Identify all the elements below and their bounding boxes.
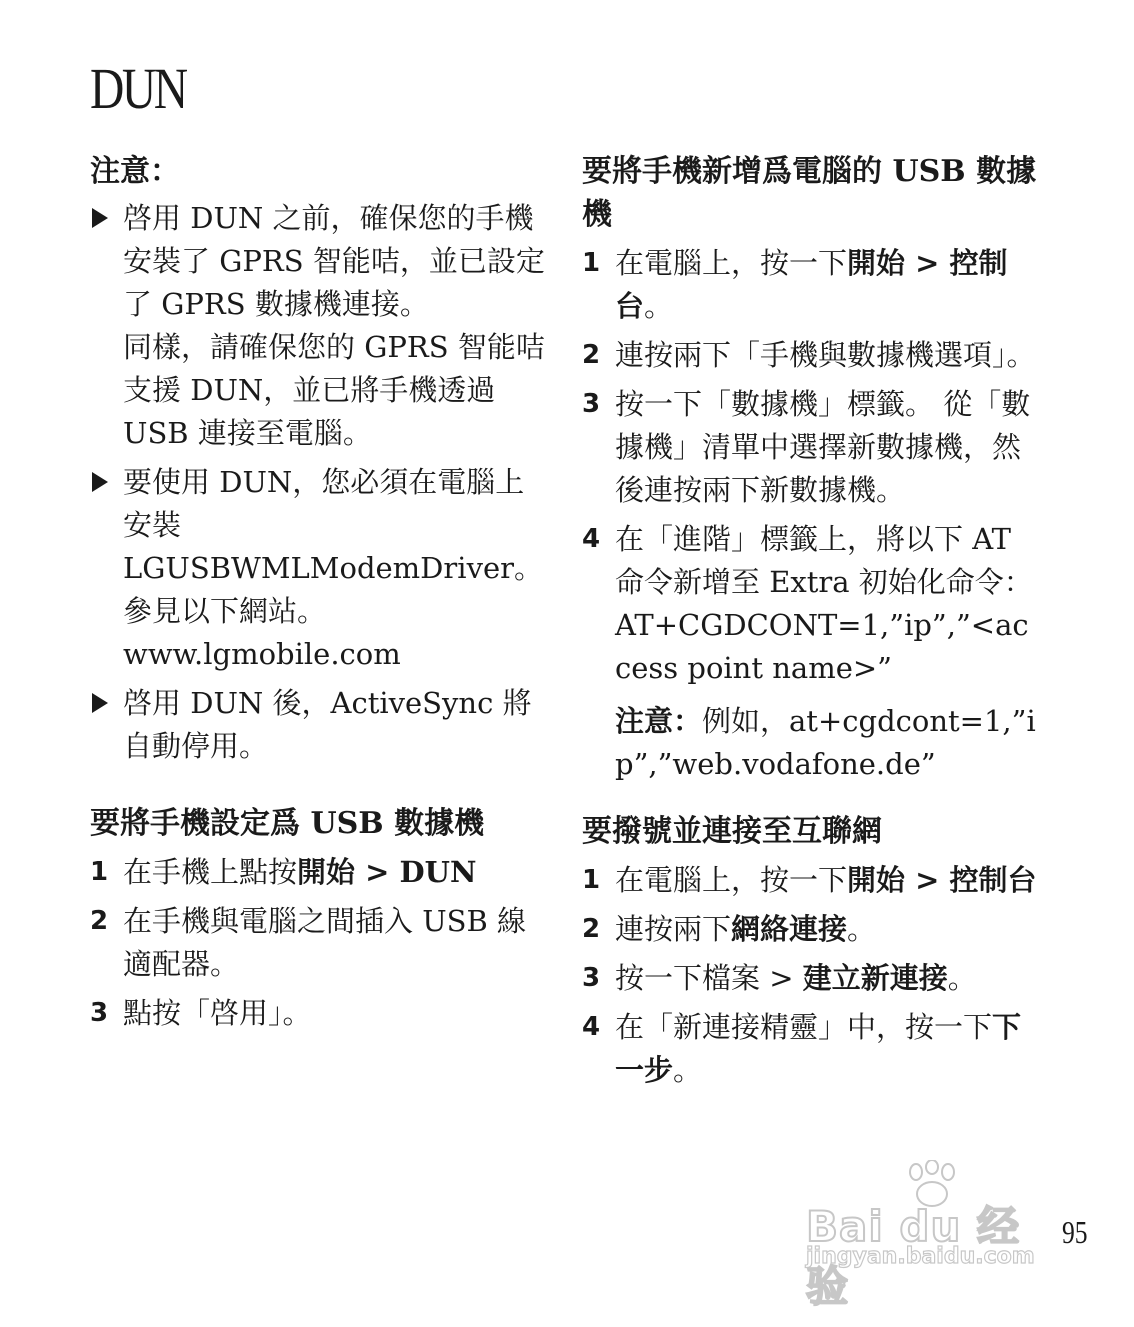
step-text: 點按「啓用」。 [123,996,312,1030]
step-text: 在電腦上，按一下 [615,246,848,280]
step-item [582,1006,1042,1092]
step-text-post: 。 [673,1053,703,1087]
step-number: 2 [582,340,601,370]
watermark-brand: Bai du 经验 [806,1202,1020,1311]
step-item [582,859,1042,902]
step-item [582,518,1042,690]
step-text: 在電腦上，按一下 [615,863,848,897]
baidu-watermark [806,1160,1062,1311]
triangle-bullet-icon [92,208,108,228]
section-heading-add-modem: 要將手機新增爲電腦的 USB 數據機 [582,154,1037,232]
step-text: 連按兩下「手機與數據機選項」。 [615,338,1036,372]
step-bold: 開始 > 控制台 [615,246,1008,323]
step-number: 1 [90,857,109,887]
note-text: 例如，at+cgdcont=1,”ip”,”web.vodafone.de” [615,704,1036,781]
triangle-bullet-icon [92,693,108,713]
step-text-post: 。 [947,961,977,995]
step-number: 3 [582,389,601,419]
section-heading-dial-connect: 要撥號並連接至互聯網 [582,814,882,849]
step-text: 在「新連接精靈」中，按一下 [615,1010,993,1044]
step-item [582,957,1042,1000]
bullet-text: 啓用 DUN 後，ActiveSync 將自動停用。 [123,686,532,763]
bullet-text: 要使用 DUN，您必須在電腦上安裝 LGUSBWMLModemDriver。 參見以下網站。 www.lgmobile.com [123,465,543,671]
step-text: 在「進階」標籤上，將以下 AT 命令新增至 Extra 初始化命令：AT+CGDCONT=1,”ip”,”<access point name>” [615,522,1033,685]
step-bold: 建立新連接 [802,961,948,995]
bullet-text: 同樣，請確保您的 GPRS 智能咭支援 DUN，並已將手機透過 USB 連接至電腦。 [123,330,545,450]
left-column [90,150,550,1041]
step-bold: 開始 > DUN [297,855,477,889]
step-item [90,851,550,894]
note-label: 注意： [615,704,703,738]
right-steps-2 [582,859,1042,1092]
step-text: 按一下檔案 > [615,961,803,995]
step-text: 按一下「數據機」標籤。 從「數據機」清單中選擇新數據機，然後連按兩下新數據機。 [615,387,1031,507]
watermark-url: jingyan.baidu.com [806,1244,1035,1269]
step-item [582,334,1042,377]
step-bold: 網絡連接 [731,912,848,946]
step-item [582,383,1042,512]
note-bullet-3 [90,682,550,768]
step-number: 3 [582,963,601,993]
page-number: 95 [1062,1214,1088,1250]
step-item [582,242,1042,328]
step-number: 3 [90,998,109,1028]
example-note [582,700,1042,786]
step-number: 2 [90,906,109,936]
right-column [582,150,1042,1098]
page-title: DUN [90,56,186,121]
step-number: 4 [582,524,601,554]
note-heading: 注意： [90,154,180,189]
step-text-post: 。 [644,289,674,323]
step-item [582,908,1042,951]
step-item [90,900,550,986]
step-number: 2 [582,914,601,944]
right-steps-1 [582,242,1042,690]
section-heading-usb-modem: 要將手機設定爲 USB 數據機 [90,806,485,841]
step-text: 連按兩下 [615,912,732,946]
note-bullet-1 [90,197,550,455]
step-number: 1 [582,865,601,895]
step-text: 在手機上點按 [123,855,298,889]
triangle-bullet-icon [92,472,108,492]
step-number: 4 [582,1012,601,1042]
step-text-post: 。 [847,912,877,946]
bullet-text: 啓用 DUN 之前，確保您的手機安裝了 GPRS 智能咭，並已設定了 GPRS 數據機連接。 [123,201,545,321]
step-bold: 開始 > 控制台 [847,863,1037,897]
left-steps [90,851,550,1035]
step-bold: 下一步 [615,1010,1022,1087]
step-text: 在手機與電腦之間插入 USB 線適配器。 [123,904,527,981]
step-number: 1 [582,248,601,278]
step-item [90,992,550,1035]
note-bullet-2 [90,461,550,676]
